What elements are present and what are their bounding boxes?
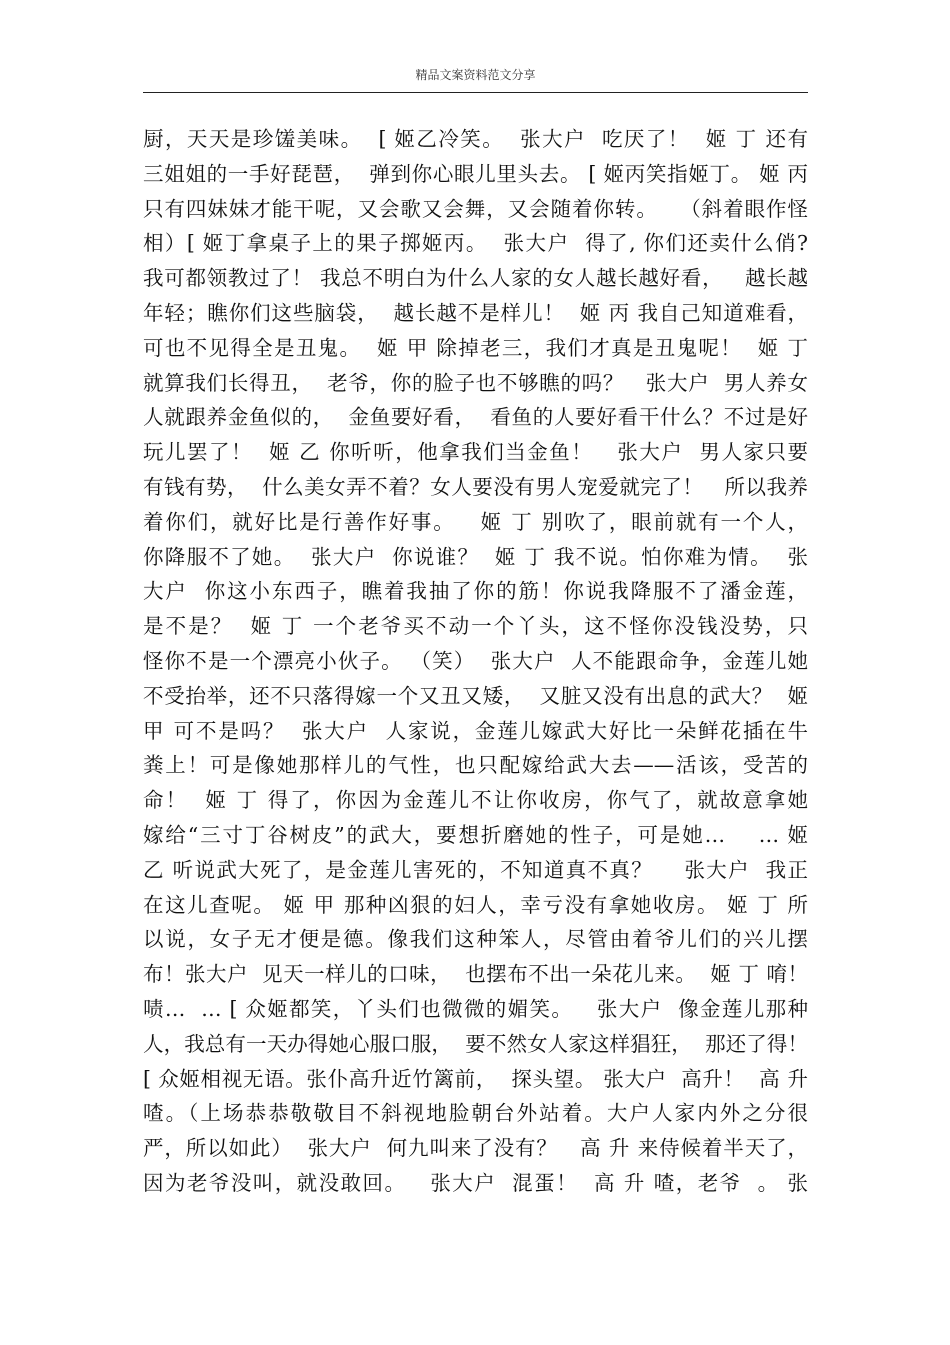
text-line: 只有四妹妹才能干呢，又会歌又会舞，又会随着你转。 （斜着眼作怪 [143,196,808,221]
text-line: 可也不见得全是丑鬼。 姬 甲 除掉老三，我们才真是丑鬼呢！ 姬 丁 [143,335,808,360]
text-line: 我可都领教过了！ 我总不明白为什么人家的女人越长越好看， 越长越 [143,266,808,291]
text-line: 粪上！可是像她那样儿的气性，也只配嫁给武大去——活该，受苦的 [143,753,808,778]
text-line: 在这儿查呢。 姬 甲 那种凶狠的妇人，幸亏没有拿她收房。 姬 丁 所 [143,892,808,917]
text-line: 喳。（上场恭恭敬敬目不斜视地脸朝台外站着。大户人家内外之分很 [143,1101,808,1126]
text-line: 有钱有势， 什么美女弄不着？女人要没有男人宠爱就完了！ 所以我养 [143,474,808,499]
text-line: 严，所以如此） 张大户 何九叫来了没有？ 高 升 来侍候着半天了， [143,1136,808,1161]
text-line: 是不是？ 姬 丁 一个老爷买不动一个丫头，这不怪你没钱没势，只 [143,614,808,639]
text-line: 乙 听说武大死了，是金莲儿害死的，不知道真不真？ 张大户 我正 [143,857,808,882]
page-header: 精品文案资料范文分享 [415,68,536,82]
text-line: 因为老爷没叫，就没敢回。 张大户 混蛋！ 高 升 喳，老爷 。 张 [143,1170,808,1195]
text-line: 着你们，就好比是行善作好事。 姬 丁 别吹了，眼前就有一个人， [143,509,808,534]
text-line: 年轻；瞧你们这些脑袋， 越长越不是样儿！ 姬 丙 我自己知道难看， [143,300,808,325]
text-line: 厨，天天是珍馐美味。 [ 姬乙冷笑。 张大户 吃厌了！ 姬 丁 还有 [143,127,808,151]
text-line: 就算我们长得丑， 老爷，你的脸子也不够瞧的吗？ 张大户 男人养女 [143,370,808,395]
text-line: 人就跟养金鱼似的， 金鱼要好看， 看鱼的人要好看干什么？不过是好 [143,405,808,430]
document-body [143,122,808,1201]
text-line: 命！ 姬 丁 得了，你因为金莲儿不让你收房，你气了，就故意拿她 [143,788,808,813]
text-line: 怪你不是一个漂亮小伙子。 （笑） 张大户 人不能跟命争，金莲儿她 [143,648,808,673]
text-line: 嫁给“三寸丁谷树皮”的武大，要想折磨她的性子，可是她… … 姬 [143,822,808,847]
header-divider [143,92,808,93]
text-line: 相）[ 姬丁拿桌子上的果子掷姬丙。 张大户 得了, 你们还卖什么俏? [143,231,808,256]
text-line: 甲 可不是吗？ 张大户 人家说，金莲儿嫁武大好比一朵鲜花插在牛 [143,718,808,743]
text-line: 人，我总有一天办得她心服口服， 要不然女人家这样猖狂， 那还了得！ [143,1031,808,1056]
text-line: 布！张大户 见天一样儿的口味， 也摆布不出一朵花儿来。 姬 丁 唷！ [143,962,808,987]
text-line: 以说，女子无才便是德。像我们这种笨人，尽管由着爷儿们的兴儿摆 [143,927,808,952]
text-line: 玩儿罢了！ 姬 乙 你听听，他拿我们当金鱼！ 张大户 男人家只要 [143,440,808,465]
text-line: 啧… … [ 众姬都笑，丫头们也微微的媚笑。 张大户 像金莲儿那种 [143,996,808,1021]
text-line: 你降服不了她。 张大户 你说谁？ 姬 丁 我不说。怕你难为情。 张 [143,544,808,569]
text-line: [ 众姬相视无语。张仆高升近竹篱前， 探头望。 张大户 高升！ 高 升 [143,1066,808,1091]
text-line: 三姐姐的一手好琵琶， 弹到你心眼儿里头去。 [ 姬丙笑指姬丁。 姬 丙 [143,161,808,186]
text-line: 不受抬举，还不只落得嫁一个又丑又矮， 又脏又没有出息的武大？ 姬 [143,683,808,708]
text-line: 大户 你这小东西子，瞧着我抽了你的筋！你说我降服不了潘金莲， [143,579,808,604]
